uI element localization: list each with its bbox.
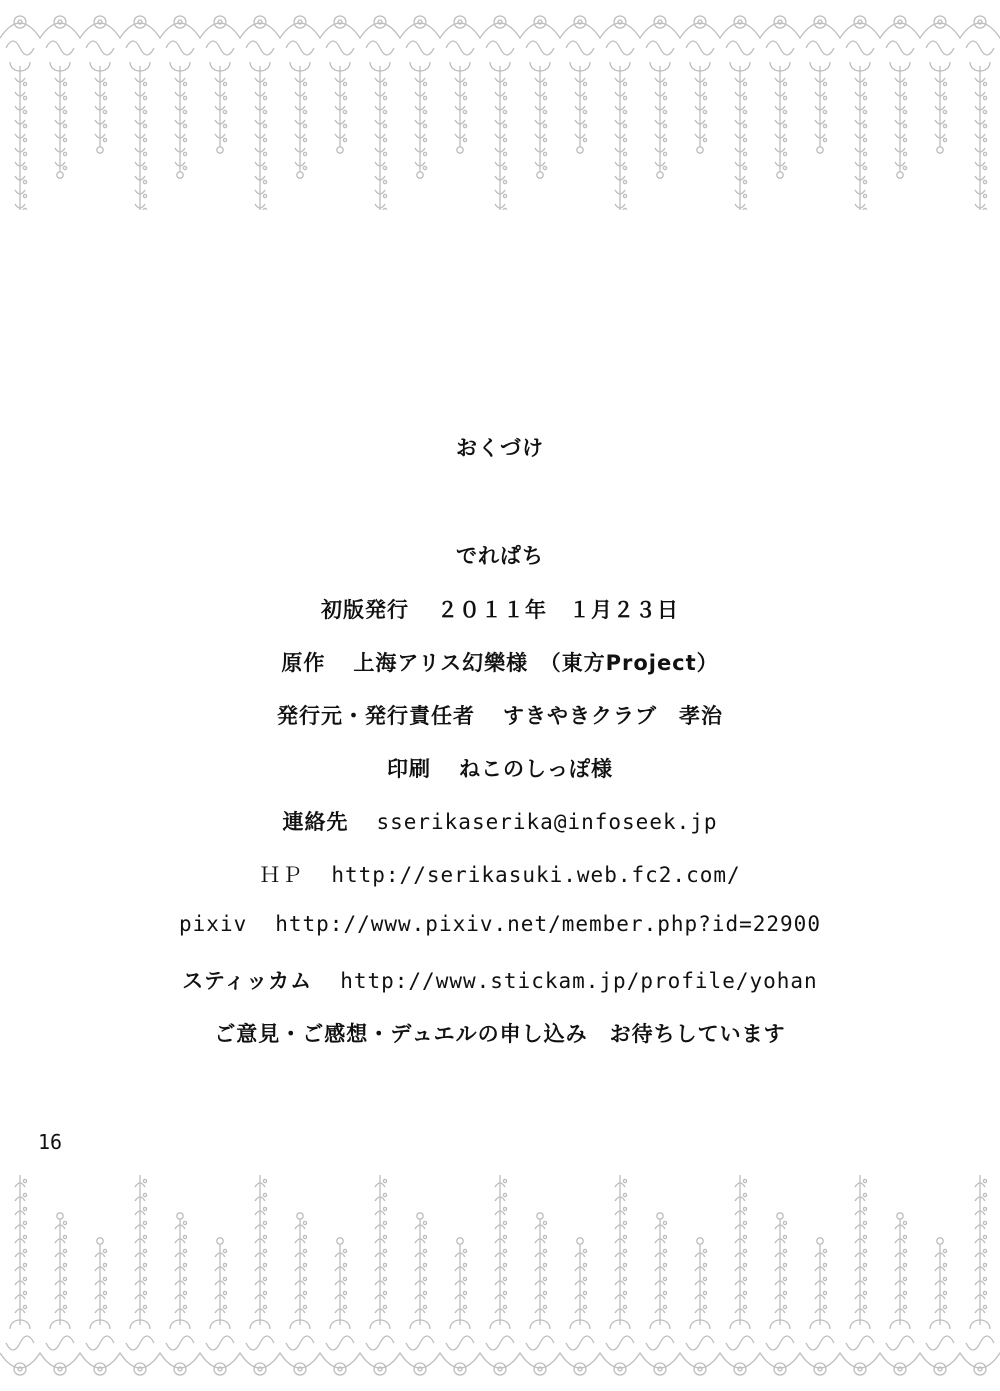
- stickam-label: スティッカム: [182, 969, 313, 993]
- original-work-line: [0, 647, 1000, 677]
- book-title: でれぱち: [456, 544, 544, 568]
- publisher-line: [0, 700, 1000, 730]
- publisher-label: 発行元・発行責任者: [277, 704, 475, 728]
- contact-line: [0, 806, 1000, 836]
- homepage-url: http://serikasuki.web.fc2.com/: [331, 863, 741, 887]
- printing-label: 印刷: [387, 757, 431, 781]
- homepage-line: [0, 859, 1000, 889]
- pixiv-url: http://www.pixiv.net/member.php?id=22900: [275, 912, 821, 936]
- contact-email: sserikaserika@infoseek.jp: [376, 810, 718, 834]
- homepage-label: ＨＰ: [259, 863, 304, 887]
- colophon-heading: おくづけ: [456, 436, 544, 460]
- pixiv-label: pixiv: [179, 912, 248, 936]
- first-edition-date: ２０１１年 １月２３日: [437, 598, 679, 622]
- closing-message: ご意見・ご感想・デュエルの申し込み お待ちしています: [214, 1022, 786, 1046]
- stickam-url: http://www.stickam.jp/profile/yohan: [340, 969, 818, 993]
- first-edition-line: [0, 594, 1000, 624]
- publisher-value: すきやきクラブ 孝治: [503, 704, 723, 728]
- pixiv-line: [0, 912, 1000, 936]
- first-edition-label: 初版発行: [321, 598, 409, 622]
- contact-label: 連絡先: [282, 810, 349, 834]
- printing-value: ねこのしっぽ様: [459, 757, 613, 781]
- original-work-value: 上海アリス幻樂様 （東方Project）: [353, 651, 719, 675]
- printing-line: [0, 753, 1000, 783]
- stickam-line: [0, 965, 1000, 995]
- original-work-label: 原作: [281, 651, 326, 675]
- lace-border-bottom: [0, 1175, 1000, 1391]
- page-number: 16: [38, 1130, 63, 1154]
